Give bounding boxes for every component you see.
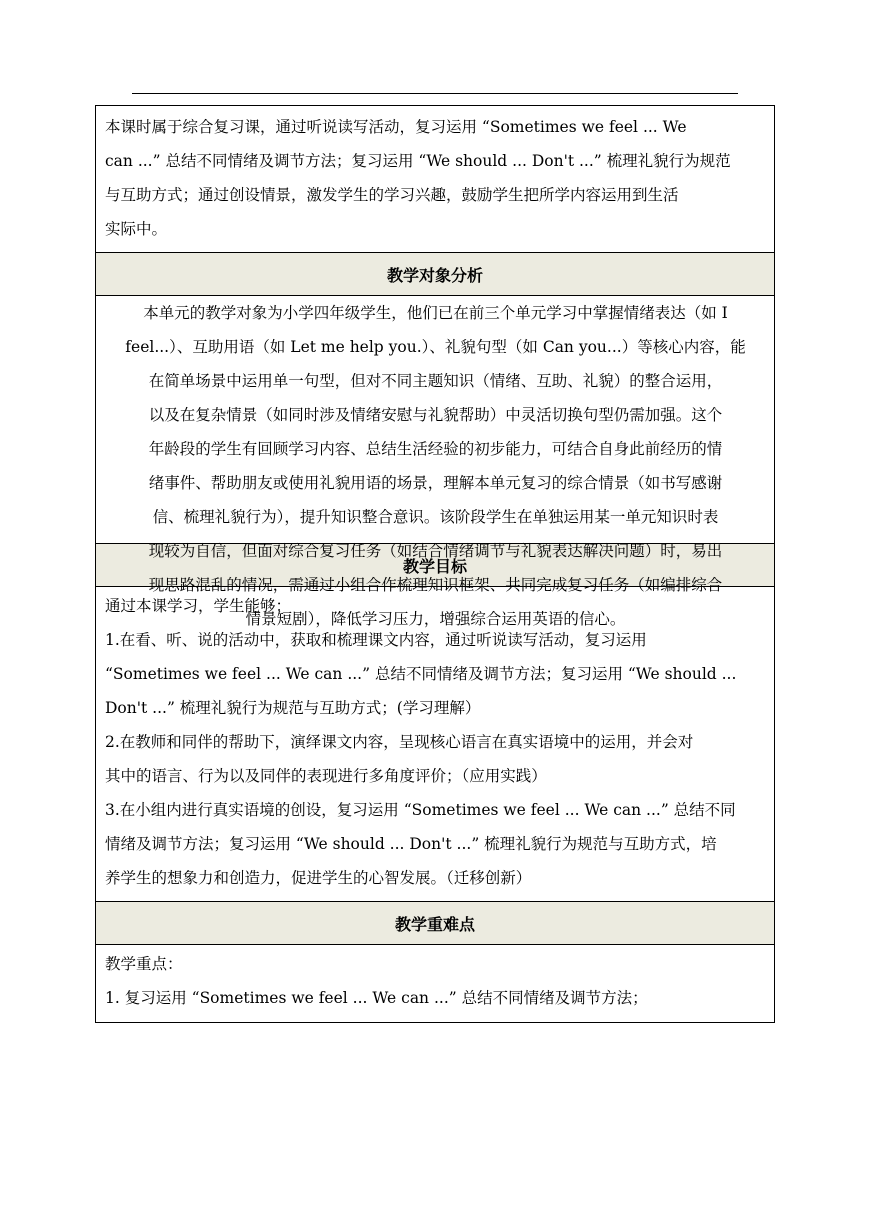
students-line: 本单元的教学对象为小学四年级学生，他们已在前三个单元学习中掌握情绪表达（如 I	[143, 304, 728, 322]
teaching-goals-cell	[96, 586, 774, 901]
section-header-keypoints	[96, 901, 774, 944]
students-line: 绪事件、帮助朋友或使用礼貌用语的场景，理解本单元复习的综合情景（如书写感谢	[148, 474, 723, 492]
intro-line: can ...” 总结不同情绪及调节方法；复习运用 “We should ... Don't ...” 梳理礼貌行为规范	[105, 152, 731, 170]
section-header-students	[96, 252, 774, 295]
goals-line: “Sometimes we feel ... We can ...” 总结不同情绪及调节方法；复习运用 “We should ...	[105, 665, 737, 683]
section-title: 教学重难点	[394, 914, 475, 934]
students-line: 在简单场景中运用单一句型，但对不同主题知识（情绪、互助、礼貌）的整合运用，	[148, 372, 723, 390]
students-line: 情景短剧），降低学习压力，增强综合运用英语的信心。	[245, 610, 626, 628]
goals-line: 1.在看、听、说的活动中，获取和梳理课文内容，通过听说读写活动，复习运用	[105, 631, 647, 649]
goals-line: 养学生的想象力和创造力，促进学生的心智发展。（迁移创新）	[105, 869, 532, 887]
students-line: 现较为自信，但面对综合复习任务（如结合情绪调节与礼貌表达解决问题）时，易出	[148, 542, 723, 560]
intro-line: 与互助方式；通过创设情景，激发学生的学习兴趣，鼓励学生把所学内容运用到生活	[105, 186, 679, 204]
students-line: feel...）、互助用语（如 Let me help you.）、礼貌句型（如 Can you...）等核心内容，能	[125, 338, 746, 356]
goals-line: 情绪及调节方法；复习运用 “We should ... Don't ...” 梳理礼貌行为规范与互助方式，培	[105, 835, 717, 853]
section-title: 教学目标	[402, 556, 467, 576]
goals-line: Don't ...” 梳理礼貌行为规范与互助方式；(学习理解）	[105, 699, 481, 717]
goals-line: 3.在小组内进行真实语境的创设，复习运用 “Sometimes we feel ... We can ...” 总结不同	[105, 801, 736, 819]
intro-line: 本课时属于综合复习课，通过听说读写活动，复习运用 “Sometimes we feel ... We	[105, 118, 687, 136]
students-line: 现思路混乱的情况，需通过小组合作梳理知识框架、共同完成复习任务（如编排综合	[148, 576, 723, 594]
key-points-cell	[96, 944, 774, 1022]
keypoints-line: 1. 复习运用 “Sometimes we feel ... We can ...” 总结不同情绪及调节方法；	[105, 989, 648, 1007]
students-line: 信、梳理礼貌行为），提升知识整合意识。该阶段学生在单独运用某一单元知识时表	[152, 508, 719, 526]
intro-line: 实际中。	[105, 220, 168, 238]
goals-line: 2.在教师和同伴的帮助下，演绎课文内容，呈现核心语言在真实语境中的运用，并会对	[105, 733, 694, 751]
section-title: 教学对象分析	[386, 265, 483, 285]
header-rule	[132, 93, 738, 94]
students-line: 年龄段的学生有回顾学习内容、总结生活经验的初步能力，可结合自身此前经历的情	[148, 440, 723, 458]
students-line: 以及在复杂情景（如同时涉及情绪安慰与礼貌帮助）中灵活切换句型仍需加强。这个	[148, 406, 723, 424]
lesson-plan-table	[95, 105, 775, 1023]
goals-line: 通过本课学习，学生能够：	[105, 597, 292, 615]
goals-line: 其中的语言、行为以及同伴的表现进行多角度评价；（应用实践）	[105, 767, 547, 785]
lesson-intro-cell	[96, 106, 774, 252]
keypoints-line: 教学重点：	[105, 955, 183, 973]
